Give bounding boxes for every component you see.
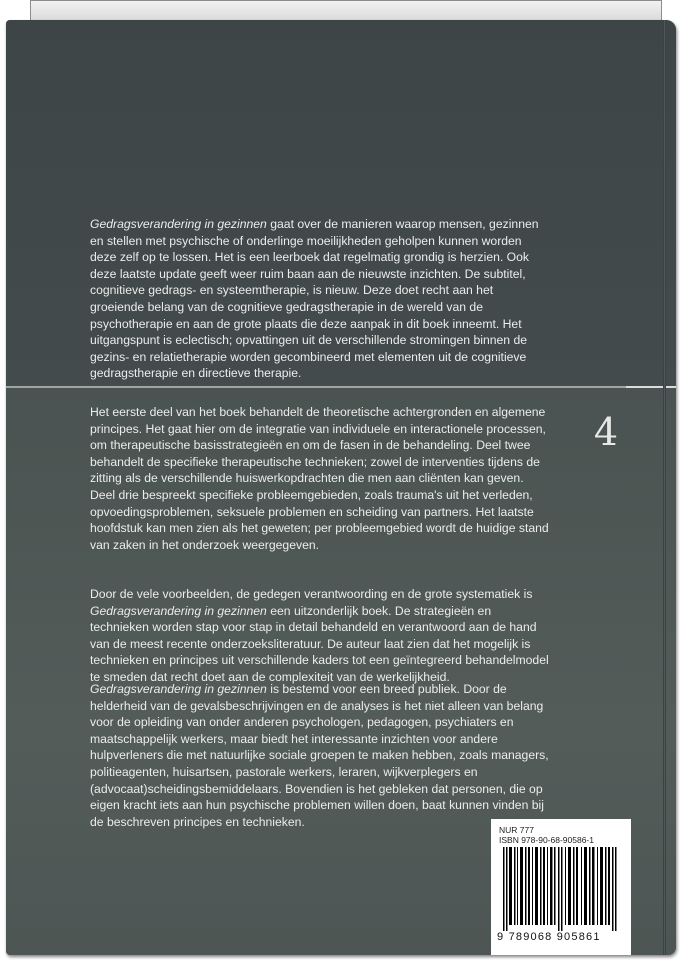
barcode-digits: 9 789068 905861 xyxy=(497,931,601,943)
blurb-paragraph-4 xyxy=(90,681,550,830)
paragraph-text: een uitzonderlijk boek. De strategieën en technieken worden stap voor stap in detail behandeld en verantwoord aan de hand van de meest recente onderzoeksliteratuur. De auteur laat zien dat het mogelijk is technieken en principes uit verschillende kaders tot een geïntegreerd behandelmodel te smeden dat recht doet aan de complexiteit van de werkelijkheid. xyxy=(90,603,549,684)
cover-hinge xyxy=(663,20,666,955)
paragraph-text: Door de vele voorbeelden, de gedegen verantwoording en de grote systematiek is xyxy=(90,587,533,601)
isbn-number: ISBN 978-90-68-90586-1 xyxy=(499,835,594,845)
book-title: Gedragsverandering in gezinnen xyxy=(90,603,267,618)
blurb-paragraph-2 xyxy=(90,404,550,553)
book-title: Gedragsverandering in gezinnen xyxy=(90,682,267,696)
book-title: Gedragsverandering in gezinnen xyxy=(90,217,267,231)
book-back-cover xyxy=(6,20,676,955)
blurb-paragraph-3 xyxy=(90,586,550,686)
paragraph-text: Het eerste deel van het boek behandelt de theoretische achtergronden en algemene principes. Het gaat hier om de integratie van individuele en interactionele processen, om therapeutische basisstrategieën en om de fasen in de behandeling. Deel twee behandelt de specifieke therapeutische technieken; zowel de interventies tijdens de zitting als de verschillende huiswerkopdrachten die men aan cliënten kan geven. Deel drie bespreekt specifieke probleemgebieden, zoals trauma's uit het verleden, opvoedingsproblemen, seksuele problemen en scheiding van partners. Het laatste hoofdstuk kan men zien als het geweten; per probleemgebied wordt de huidige stand van zaken in het onderzoek weergegeven. xyxy=(90,405,549,552)
paragraph-text: is bestemd voor een breed publiek. Door de helderheid van de gevalsbeschrijvingen en de analyses is het niet alleen van belang voor de opleiding van onder anderen psychologen, pedagogen, psychiaters en maatschappelijk werkers, maar biedt het interessante inzichten voor andere hulpverleners die met natuurlijke sociale groepen te maken hebben, zoals managers, politieagenten, huisartsen, pastorale werkers, leraren, wijkverplegers en (advocaat)scheidingsbemiddelaars. Bovendien is het gebleken dat personen, die op eigen kracht iets aan hun psychische problemen willen doen, baat kunnen vinden bij de beschreven principes en technieken. xyxy=(90,682,549,829)
nur-code: NUR 777 xyxy=(499,825,534,835)
paragraph-text: gaat over de manieren waarop mensen, gezinnen en stellen met psychische of onderlinge moeilijkheden geholpen kunnen worden deze zelf op te lossen. Het is een leerboek dat regelmatig grondig is herzien. Ook deze laatste update geeft weer ruim baan aan de nieuwste inzichten. De subtitel, cognitieve gedrags- en systeemtherapie, is nieuw. Deze doet recht aan het groeiende belang van de cognitieve gedragstherapie in de wereld van de psychotherapie en aan de grote plaats die deze aanpak in dit boek inneemt. Het uitgangspunt is eclectisch; opvattingen uit de verschillende stromingen binnen de gezins- en relatietherapie worden gecombineerd met elementen uit de cognitieve gedragstherapie en directieve therapie. xyxy=(90,217,539,381)
publisher-logo-icon: 4 xyxy=(593,410,619,454)
blurb-paragraph-1 xyxy=(90,216,550,382)
barcode-icon xyxy=(497,847,625,931)
barcode-label xyxy=(491,819,631,955)
